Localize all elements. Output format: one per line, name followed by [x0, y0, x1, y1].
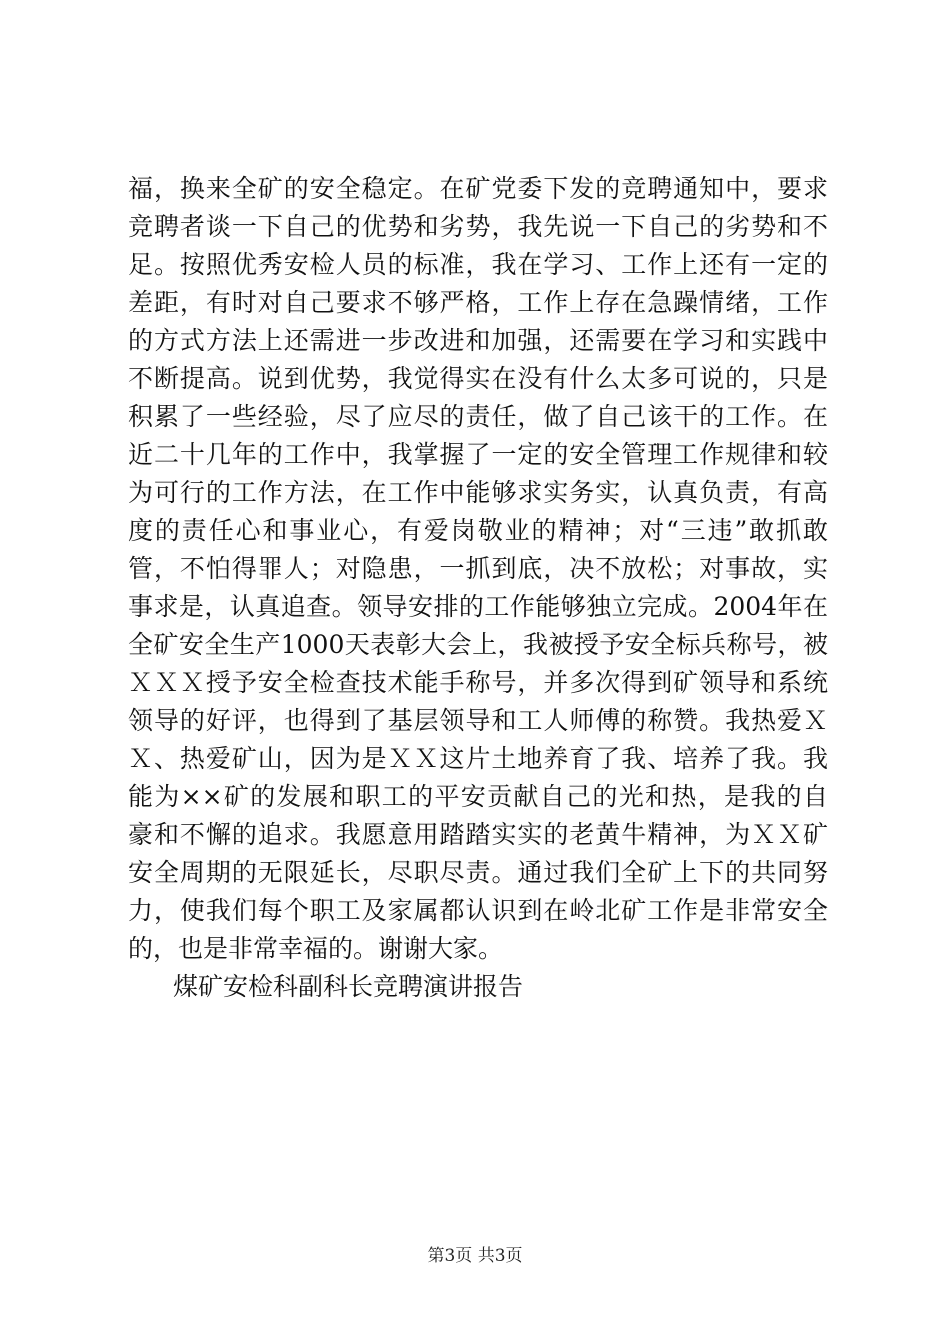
text-line: 豪和不懈的追求。我愿意用踏踏实实的老黄牛精神，为ＸＸ矿	[128, 820, 828, 849]
text-line: 安全周期的无限延长，尽职尽责。通过我们全矿上下的共同努	[128, 858, 828, 887]
text-line: 力，使我们每个职工及家属都认识到在岭北矿工作是非常安全	[128, 896, 828, 925]
text-line: 管，不怕得罪人；对隐患，一抓到底，决不放松；对事故，实	[128, 554, 828, 583]
text-line: ＸＸＸ授予安全检查技术能手称号，并多次得到矿领导和系统	[128, 668, 828, 697]
text-line: 的方式方法上还需进一步改进和加强，还需要在学习和实践中	[128, 326, 828, 355]
text-line: 近二十几年的工作中，我掌握了一定的安全管理工作规律和较	[128, 440, 828, 469]
text-line: 不断提高。说到优势，我觉得实在没有什么太多可说的，只是	[128, 364, 828, 393]
text-line: 积累了一些经验，尽了应尽的责任，做了自己该干的工作。在	[128, 402, 828, 431]
text-line: 差距，有时对自己要求不够严格，工作上存在急躁情绪，工作	[128, 288, 828, 317]
body-text	[128, 170, 828, 1006]
text-line: 足。按照优秀安检人员的标准，我在学习、工作上还有一定的	[128, 250, 828, 279]
text-line: 领导的好评，也得到了基层领导和工人师傅的称赞。我热爱Ｘ	[128, 706, 828, 735]
text-line: Ｘ、热爱矿山，因为是ＸＸ这片土地养育了我、培养了我。我	[128, 744, 828, 773]
text-line: 的，也是非常幸福的。谢谢大家。	[128, 934, 504, 963]
text-line: 事求是，认真追查。领导安排的工作能够独立完成。2004年在	[128, 592, 828, 621]
text-line: 全矿安全生产1000天表彰大会上，我被授予安全标兵称号，被	[128, 630, 828, 659]
text-line: 福，换来全矿的安全稳定。在矿党委下发的竞聘通知中，要求	[128, 174, 828, 203]
text-line: 竞聘者谈一下自己的优势和劣势，我先说一下自己的劣势和不	[128, 212, 828, 241]
text-line: 度的责任心和事业心，有爱岗敬业的精神；对“三违”敢抓敢	[128, 516, 828, 545]
text-line: 能为××矿的发展和职工的平安贡献自己的光和热，是我的自	[128, 782, 828, 811]
text-line: 为可行的工作方法，在工作中能够求实务实，认真负责，有高	[128, 478, 828, 507]
closing-title: 煤矿安检科副科长竞聘演讲报告	[173, 972, 524, 1001]
page-footer: 第3页 共3页	[427, 1246, 523, 1266]
